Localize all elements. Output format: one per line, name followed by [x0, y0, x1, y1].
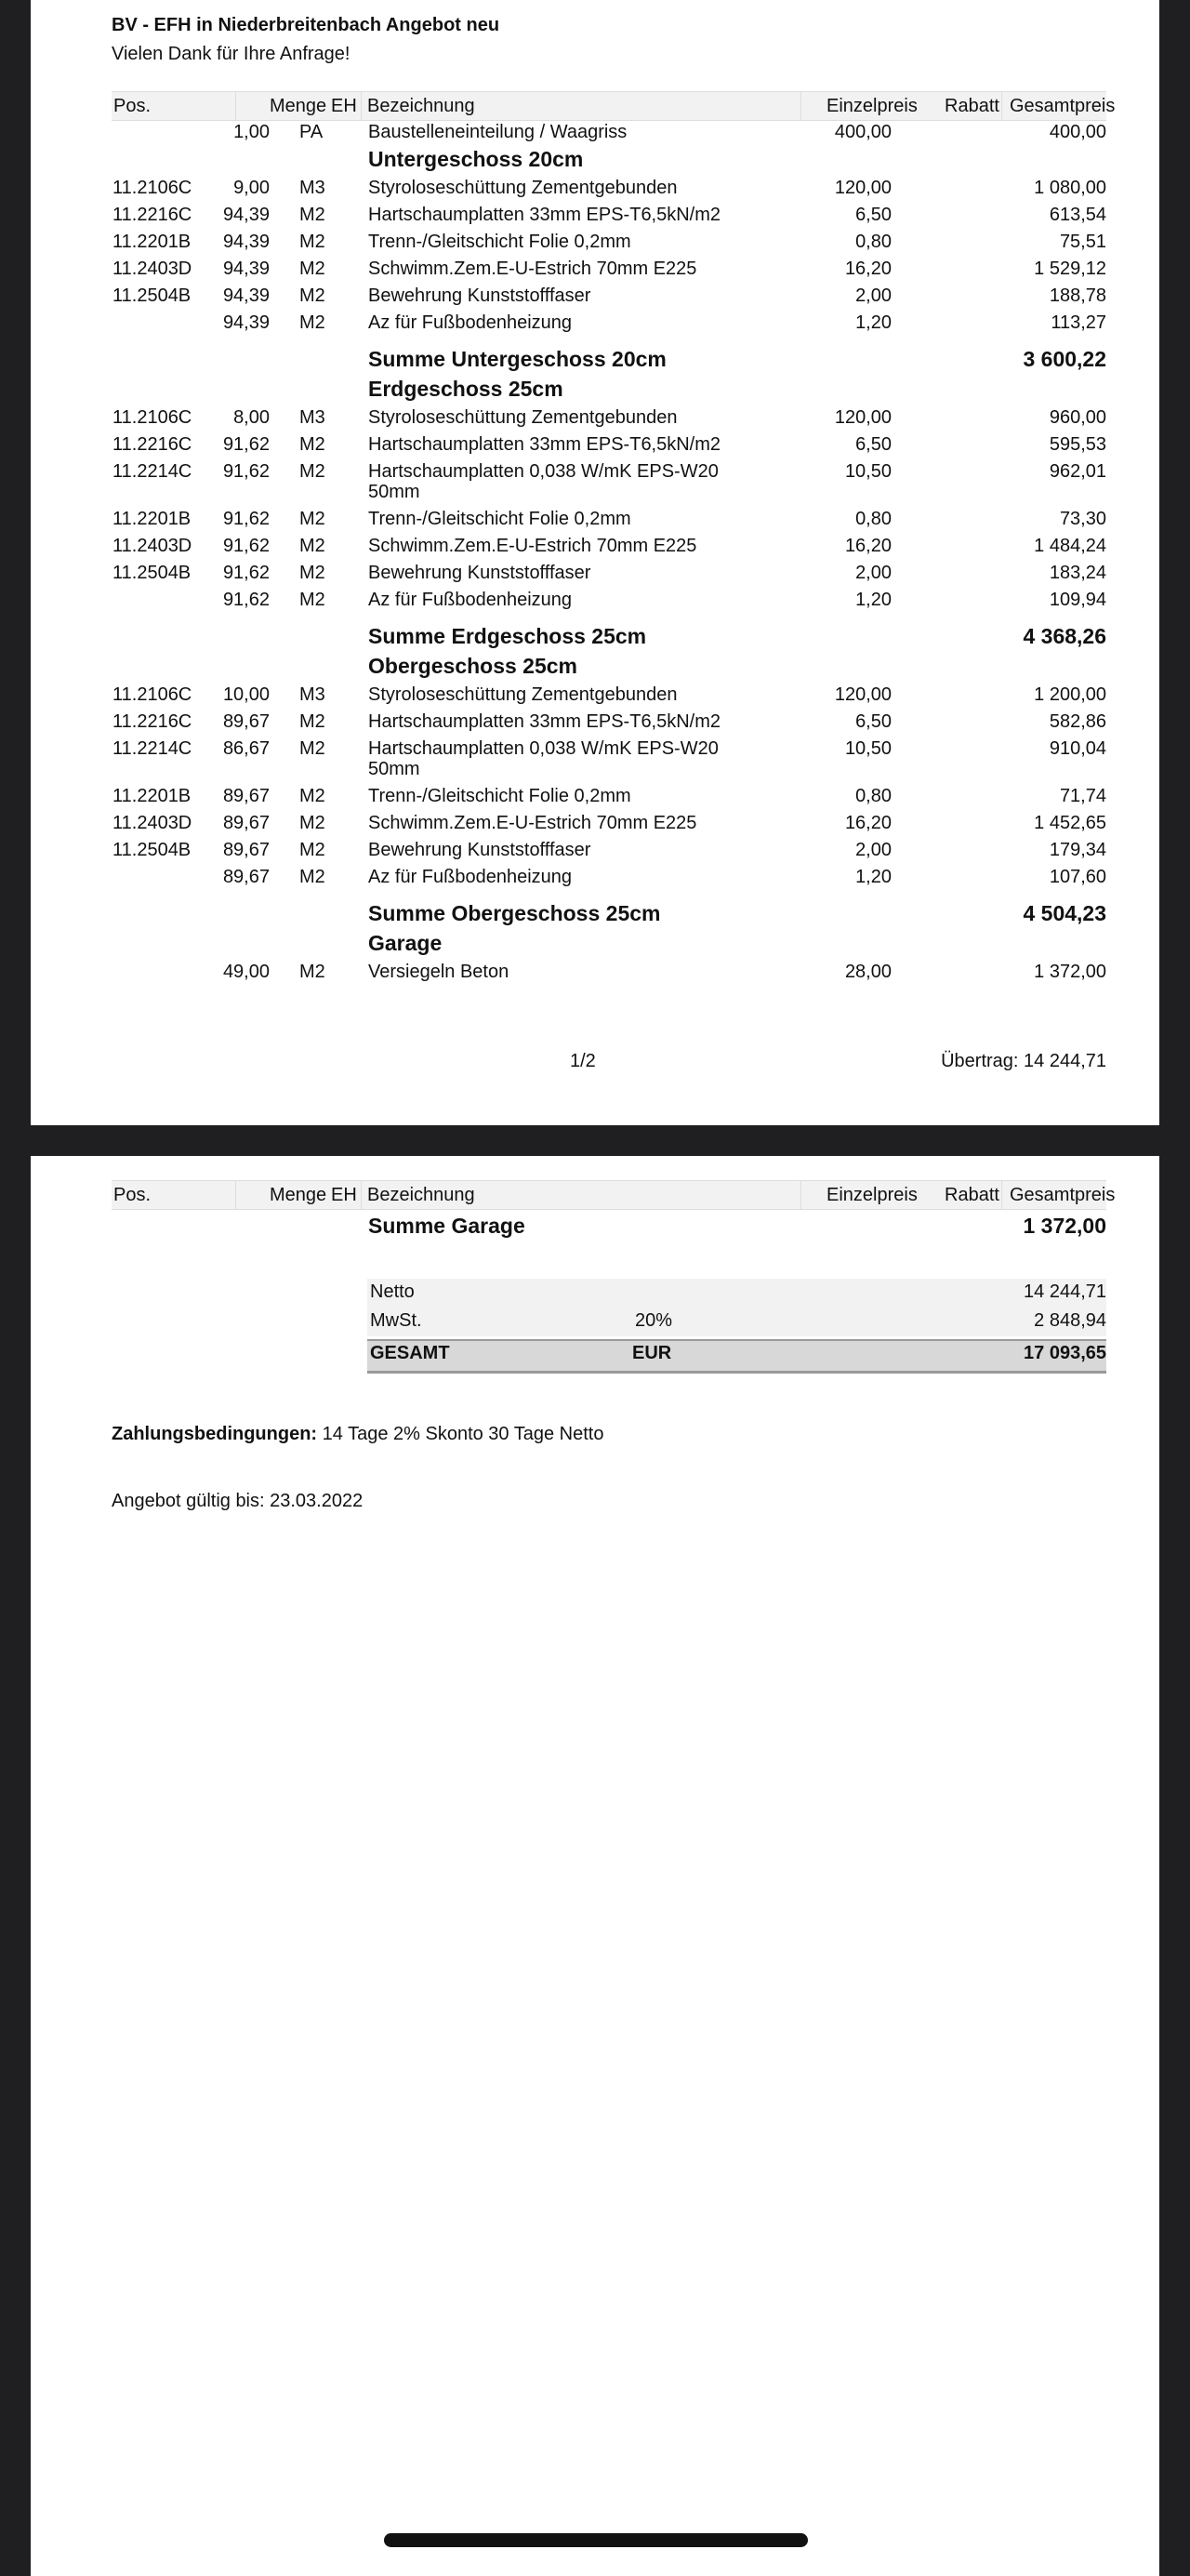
table-row [31, 205, 1159, 231]
quantity: 91,62 [222, 434, 270, 455]
quantity: 91,62 [222, 563, 270, 583]
quantity: 91,62 [222, 590, 270, 610]
table-row [31, 312, 1159, 339]
table-row [31, 434, 1159, 460]
description: Hartschaumplatten 0,038 W/mK EPS-W20 [368, 738, 719, 759]
section-title: Obergeschoss 25cm [368, 654, 578, 678]
unit-price: 120,00 [834, 407, 892, 428]
gesamt-value: 17 093,65 [1024, 1343, 1106, 1363]
mwst-label: MwSt. [370, 1310, 422, 1331]
unit: M3 [299, 178, 325, 198]
total-price: 75,51 [1059, 232, 1106, 252]
valid-until: Angebot gültig bis: 23.03.2022 [112, 1491, 364, 1511]
table-row [31, 178, 1159, 204]
quantity: 8,00 [233, 407, 270, 428]
document-page-1 [31, 0, 1159, 1125]
position-number: 11.2106C [112, 407, 192, 428]
unit-price: 1,20 [855, 867, 892, 887]
description: Az für Fußbodenheizung [368, 590, 573, 610]
gesamt-currency: EUR [632, 1343, 672, 1363]
unit-price: 28,00 [844, 962, 892, 982]
total-price: 107,60 [1049, 867, 1106, 887]
table-row [31, 711, 1159, 737]
unit: M3 [299, 407, 325, 428]
quantity: 94,39 [222, 205, 270, 225]
description: Bewehrung Kunststofffaser [368, 285, 591, 306]
home-indicator[interactable] [384, 2533, 808, 2547]
unit: M2 [299, 461, 325, 482]
description: Schwimm.Zem.E-U-Estrich 70mm E225 [368, 259, 697, 279]
payment-terms [112, 1424, 603, 1445]
total-price: 400,00 [1049, 122, 1106, 142]
quantity: 91,62 [222, 461, 270, 482]
quantity: 89,67 [222, 813, 270, 833]
quantity: 1,00 [233, 122, 270, 142]
table-row [31, 509, 1159, 535]
position-number: 11.2216C [112, 434, 192, 455]
description-continued: 50mm [368, 759, 420, 779]
table-row [31, 122, 1159, 148]
position-number: 11.2201B [112, 232, 192, 252]
quantity: 86,67 [222, 738, 270, 759]
col-eh: EH [331, 96, 357, 116]
section-title: Untergeschoss 20cm [368, 147, 584, 171]
unit: M2 [299, 840, 325, 860]
total-price: 595,53 [1049, 434, 1106, 455]
payment-text: 14 Tage 2% Skonto 30 Tage Netto [322, 1424, 604, 1444]
mwst-row [31, 1310, 1159, 1336]
quantity: 91,62 [222, 536, 270, 556]
gesamt-label: GESAMT [370, 1343, 450, 1363]
quantity: 89,67 [222, 711, 270, 732]
unit: M2 [299, 312, 325, 333]
position-number: 11.2504B [112, 285, 192, 306]
sum-value: 1 372,00 [1023, 1214, 1106, 1238]
document-page-2 [31, 1156, 1159, 2576]
section-title: Garage [368, 931, 443, 955]
total-price: 1 372,00 [1034, 962, 1106, 982]
description: Trenn-/Gleitschicht Folie 0,2mm [368, 786, 631, 806]
unit-price: 1,20 [855, 590, 892, 610]
quantity: 89,67 [222, 786, 270, 806]
position-number: 11.2106C [112, 178, 192, 198]
unit-price: 10,50 [844, 461, 892, 482]
total-price: 113,27 [1051, 312, 1106, 333]
position-number: 11.2201B [112, 786, 192, 806]
quantity: 94,39 [222, 259, 270, 279]
unit: M2 [299, 259, 325, 279]
position-number: 11.2216C [112, 205, 192, 225]
total-price: 582,86 [1049, 711, 1106, 732]
page-number: 1/2 [570, 1051, 596, 1071]
total-price: 71,74 [1059, 786, 1106, 806]
sum-value: 3 600,22 [1023, 347, 1106, 371]
table-row [31, 259, 1159, 285]
total-price: 1 080,00 [1034, 178, 1106, 198]
total-price: 910,04 [1049, 738, 1106, 759]
unit-price: 16,20 [844, 813, 892, 833]
description: Schwimm.Zem.E-U-Estrich 70mm E225 [368, 813, 697, 833]
unit: M2 [299, 813, 325, 833]
sum-row [31, 901, 1159, 927]
quantity: 91,62 [222, 509, 270, 529]
unit: M2 [299, 509, 325, 529]
total-price: 1 529,12 [1034, 259, 1106, 279]
gesamt-row [31, 1343, 1159, 1369]
position-number: 11.2214C [112, 461, 192, 482]
position-number: 11.2403D [112, 536, 192, 556]
total-price: 962,01 [1049, 461, 1106, 482]
sum-value: 4 504,23 [1023, 901, 1106, 925]
quantity: 49,00 [222, 962, 270, 982]
position-number: 11.2214C [112, 738, 192, 759]
unit-price: 2,00 [855, 285, 892, 306]
table-row [31, 813, 1159, 839]
description-continued: 50mm [368, 482, 420, 502]
unit: M2 [299, 711, 325, 732]
greeting-text: Vielen Dank für Ihre Anfrage! [112, 44, 350, 64]
table-row [31, 738, 1159, 779]
table-row [31, 461, 1159, 502]
total-price: 1 484,24 [1034, 536, 1106, 556]
quantity: 89,67 [222, 867, 270, 887]
table-row [31, 563, 1159, 589]
unit: M2 [299, 590, 325, 610]
description: Az für Fußbodenheizung [368, 312, 573, 333]
unit-price: 10,50 [844, 738, 892, 759]
description: Hartschaumplatten 33mm EPS-T6,5kN/m2 [368, 711, 721, 732]
netto-value: 14 244,71 [1024, 1281, 1106, 1302]
unit-price: 16,20 [844, 259, 892, 279]
unit: M2 [299, 962, 325, 982]
unit-price: 16,20 [844, 536, 892, 556]
unit-price: 6,50 [855, 434, 892, 455]
description: Styroloseschüttung Zementgebunden [368, 178, 678, 198]
sum-label: Summe Erdgeschoss 25cm [368, 624, 647, 648]
unit-price: 120,00 [834, 684, 892, 705]
mwst-value: 2 848,94 [1034, 1310, 1106, 1331]
netto-row [31, 1281, 1159, 1308]
position-number: 11.2403D [112, 259, 192, 279]
table-row [31, 285, 1159, 312]
unit-price: 2,00 [855, 563, 892, 583]
col-menge: Menge [270, 1185, 327, 1205]
total-price: 188,78 [1049, 285, 1106, 306]
col-rabatt: Rabatt [945, 1185, 999, 1205]
description: Trenn-/Gleitschicht Folie 0,2mm [368, 509, 631, 529]
unit: M2 [299, 205, 325, 225]
total-price: 183,24 [1049, 563, 1106, 583]
mwst-rate: 20% [635, 1310, 673, 1331]
quantity: 9,00 [233, 178, 270, 198]
table-row [31, 536, 1159, 562]
col-pos: Pos. [113, 96, 152, 116]
carry-over-total: Übertrag: 14 244,71 [941, 1051, 1106, 1071]
position-number: 11.2504B [112, 563, 192, 583]
quantity: 94,39 [222, 232, 270, 252]
unit-price: 0,80 [855, 232, 892, 252]
description: Bewehrung Kunststofffaser [368, 840, 591, 860]
total-price: 73,30 [1059, 509, 1106, 529]
unit-price: 2,00 [855, 840, 892, 860]
description: Styroloseschüttung Zementgebunden [368, 684, 678, 705]
sum-row [31, 347, 1159, 373]
unit: M2 [299, 434, 325, 455]
quantity: 89,67 [222, 840, 270, 860]
section-heading [31, 933, 1159, 959]
position-number: 11.2403D [112, 813, 192, 833]
quantity: 10,00 [222, 684, 270, 705]
unit: M3 [299, 684, 325, 705]
total-price: 1 200,00 [1034, 684, 1106, 705]
total-price: 109,94 [1049, 590, 1106, 610]
col-pos: Pos. [113, 1185, 152, 1205]
table-header [112, 91, 1116, 121]
position-number: 11.2216C [112, 711, 192, 732]
section-heading [31, 378, 1159, 405]
table-row [31, 867, 1159, 893]
description: Styroloseschüttung Zementgebunden [368, 407, 678, 428]
section-heading [31, 656, 1159, 682]
table-row [31, 407, 1159, 433]
sum-label: Summe Untergeschoss 20cm [368, 347, 667, 371]
description: Baustelleneinteilung / Waagriss [368, 122, 628, 142]
sum-value: 4 368,26 [1023, 624, 1106, 648]
table-row [31, 590, 1159, 616]
total-price: 179,34 [1049, 840, 1106, 860]
unit: M2 [299, 563, 325, 583]
unit: M2 [299, 536, 325, 556]
total-price: 960,00 [1049, 407, 1106, 428]
unit: M2 [299, 867, 325, 887]
table-row [31, 232, 1159, 258]
total-price: 1 452,65 [1034, 813, 1106, 833]
unit: M2 [299, 232, 325, 252]
unit-price: 0,80 [855, 509, 892, 529]
unit-price: 0,80 [855, 786, 892, 806]
position-number: 11.2106C [112, 684, 192, 705]
description: Hartschaumplatten 33mm EPS-T6,5kN/m2 [368, 205, 721, 225]
unit-price: 6,50 [855, 205, 892, 225]
sum-row-garage [31, 1214, 1159, 1240]
total-price: 613,54 [1049, 205, 1106, 225]
col-eh: EH [331, 1185, 357, 1205]
document-title: BV - EFH in Niederbreitenbach Angebot neu [112, 15, 500, 35]
position-number: 11.2504B [112, 840, 192, 860]
col-menge: Menge [270, 96, 327, 116]
unit: M2 [299, 285, 325, 306]
description: Trenn-/Gleitschicht Folie 0,2mm [368, 232, 631, 252]
unit-price: 6,50 [855, 711, 892, 732]
col-einzelpreis: Einzelpreis [826, 1185, 918, 1205]
quantity: 94,39 [222, 312, 270, 333]
unit-price: 1,20 [855, 312, 892, 333]
unit: M2 [299, 738, 325, 759]
col-gesamtpreis: Gesamtpreis [1010, 96, 1116, 116]
col-bezeichnung: Bezeichnung [367, 1185, 475, 1205]
unit-price: 400,00 [834, 122, 892, 142]
table-row [31, 684, 1159, 710]
col-einzelpreis: Einzelpreis [826, 96, 918, 116]
sum-label: Summe Obergeschoss 25cm [368, 901, 661, 925]
position-number: 11.2201B [112, 509, 192, 529]
col-rabatt: Rabatt [945, 96, 999, 116]
description: Az für Fußbodenheizung [368, 867, 573, 887]
description: Hartschaumplatten 0,038 W/mK EPS-W20 [368, 461, 719, 482]
description: Schwimm.Zem.E-U-Estrich 70mm E225 [368, 536, 697, 556]
payment-label: Zahlungsbedingungen: [112, 1424, 318, 1444]
table-row [31, 786, 1159, 812]
table-row [31, 962, 1159, 988]
description: Hartschaumplatten 33mm EPS-T6,5kN/m2 [368, 434, 721, 455]
col-bezeichnung: Bezeichnung [367, 96, 475, 116]
description: Versiegeln Beton [368, 962, 509, 982]
unit: PA [299, 122, 324, 142]
table-row [31, 840, 1159, 866]
col-gesamtpreis: Gesamtpreis [1010, 1185, 1116, 1205]
section-heading [31, 149, 1159, 175]
description: Bewehrung Kunststofffaser [368, 563, 591, 583]
sum-row [31, 624, 1159, 650]
section-title: Erdgeschoss 25cm [368, 377, 563, 401]
table-header [112, 1180, 1116, 1210]
quantity: 94,39 [222, 285, 270, 306]
unit-price: 120,00 [834, 178, 892, 198]
netto-label: Netto [370, 1281, 415, 1302]
sum-label: Summe Garage [368, 1214, 525, 1238]
unit: M2 [299, 786, 325, 806]
